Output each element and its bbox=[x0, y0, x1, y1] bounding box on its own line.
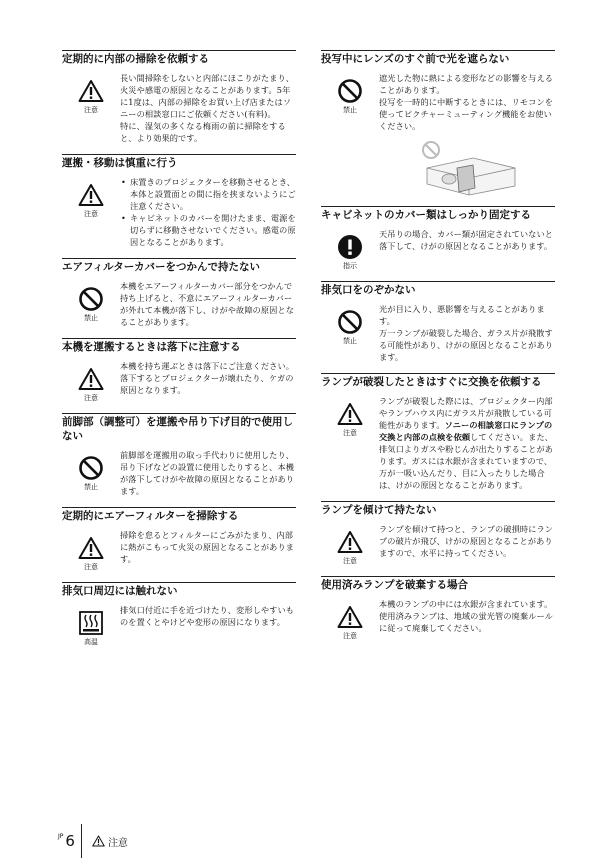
prohibit-icon bbox=[78, 455, 104, 481]
section-content bbox=[321, 303, 555, 363]
body-paragraph: 投写を一時的に中断するときには、リモコンを使ってピクチャーミューティング機能をお使いください。 bbox=[379, 97, 554, 131]
symbol-label: 注意 bbox=[84, 563, 98, 571]
warning-symbol bbox=[62, 72, 120, 144]
emphasized-text: ソニーの相談窓口にランプの交換と内部の点検を依頼 bbox=[379, 420, 553, 442]
projector-illustration bbox=[411, 138, 521, 196]
body-paragraph: ランプを傾けて持つと、ランプの破損時にランプの破片が飛び、けがの原因となることがありますので、水平に持ってください。 bbox=[379, 524, 554, 558]
symbol-label: 禁止 bbox=[84, 483, 98, 491]
warning-section bbox=[62, 50, 296, 144]
section-content bbox=[321, 395, 555, 491]
warning-section bbox=[321, 576, 555, 641]
hot-surface-icon bbox=[78, 610, 104, 636]
caution-icon bbox=[337, 529, 363, 555]
warning-section bbox=[62, 338, 296, 403]
warning-symbol bbox=[62, 529, 120, 572]
section-content bbox=[321, 523, 555, 566]
section-content bbox=[62, 72, 296, 144]
body-paragraph: 排気口付近に手を近づけたり、変形しやすいものを置くとやけどや変形の原因になります。 bbox=[120, 605, 295, 627]
caution-icon bbox=[92, 832, 105, 851]
section-title: 定期的に内部の掃除を依頼する bbox=[62, 50, 296, 66]
section-body bbox=[379, 523, 555, 566]
warning-section bbox=[62, 154, 296, 248]
warning-symbol bbox=[62, 449, 120, 497]
section-body bbox=[379, 598, 555, 641]
warning-symbol bbox=[321, 72, 379, 132]
right-column bbox=[321, 50, 555, 651]
caution-icon bbox=[78, 366, 104, 392]
warning-section bbox=[62, 582, 296, 647]
warning-section bbox=[62, 413, 296, 497]
prohibit-icon bbox=[337, 78, 363, 104]
section-content bbox=[62, 176, 296, 248]
section-title: エアフィルターカバーをつかんで持たない bbox=[62, 258, 296, 274]
warning-symbol bbox=[62, 176, 120, 248]
section-body bbox=[379, 228, 555, 271]
prohibit-icon bbox=[337, 309, 363, 335]
warning-symbol bbox=[62, 360, 120, 403]
body-paragraph: 本機をエアーフィルターカバー部分をつかんで持ち上げると、不意にエアーフィルターカバーが外れて本機が落下し、けがや故障の原因となることがあります。 bbox=[120, 281, 295, 327]
section-body bbox=[120, 449, 296, 497]
warning-section bbox=[62, 258, 296, 328]
symbol-label: 禁止 bbox=[343, 337, 357, 345]
page-language: JP bbox=[58, 833, 64, 840]
body-paragraph: 遮光した物に熱による変形などの影響を与えることがあります。 bbox=[379, 73, 554, 95]
body-paragraph: 長い間掃除をしないと内部にほこりがたまり、火災や感電の原因となることがあります。5年に1度は、内部の掃除をお買い上げ店またはソニーの相談窓口にご依頼ください(有料)。 bbox=[120, 73, 295, 119]
section-body bbox=[120, 604, 296, 647]
bullet-list bbox=[120, 176, 296, 248]
section-title: 排気口をのぞかない bbox=[321, 281, 555, 297]
body-paragraph: 万一ランプが破裂した場合、ガラス片が飛散する可能性があり、けがの原因となることがあります。 bbox=[379, 328, 554, 362]
warning-symbol bbox=[62, 604, 120, 647]
caution-icon bbox=[78, 78, 104, 104]
section-body bbox=[379, 72, 555, 132]
warning-symbol bbox=[321, 523, 379, 566]
warning-section bbox=[62, 507, 296, 572]
symbol-label: 注意 bbox=[343, 557, 357, 565]
warning-symbol bbox=[62, 280, 120, 328]
body-paragraph: 本機のランプの中には水銀が含まれています。使用済みランプは、地域の蛍光管の廃棄ルールに従って廃棄してください。 bbox=[379, 599, 553, 633]
section-content bbox=[62, 280, 296, 328]
section-content bbox=[62, 604, 296, 647]
warning-symbol bbox=[321, 598, 379, 641]
bullet-item: • 床置きのプロジェクターを移動させるとき、本体と設置面との間に指を挟まないようにご注意ください。 bbox=[120, 176, 296, 212]
footer-label: 注意 bbox=[107, 837, 128, 849]
symbol-label: 注意 bbox=[343, 429, 357, 437]
section-title: 前脚部（調整可）を運搬や吊り下げ目的で使用しない bbox=[62, 413, 296, 443]
warning-section bbox=[321, 281, 555, 363]
symbol-label: 注意 bbox=[84, 394, 98, 402]
left-column bbox=[62, 50, 296, 657]
warning-symbol bbox=[321, 395, 379, 491]
section-title: ランプを傾けて持たない bbox=[321, 501, 555, 517]
mandatory-icon bbox=[337, 234, 363, 260]
body-paragraph bbox=[379, 395, 555, 491]
section-body bbox=[120, 529, 296, 572]
caution-icon bbox=[337, 401, 363, 427]
body-paragraph: 本機を持ち運ぶときは落下にご注意ください。落下するとプロジェクターが壊れたり、ケガの原因となります。 bbox=[120, 361, 295, 395]
section-body bbox=[120, 360, 296, 403]
body-text: してください。また、排気口よりガスや粉じんが出たりすることがあります。ガスには水銀が含まれていますので、万が一吸い込んだり、目に入ったりした場合は、けがの原因となることがあります。 bbox=[379, 432, 554, 490]
section-content bbox=[62, 449, 296, 497]
section-content bbox=[321, 598, 555, 641]
section-content bbox=[321, 72, 555, 132]
warning-section bbox=[321, 50, 555, 196]
section-title: キャビネットのカバー類はしっかり固定する bbox=[321, 206, 555, 222]
section-body bbox=[120, 72, 296, 144]
section-title: ランプが破裂したときはすぐに交換を依頼する bbox=[321, 373, 555, 389]
prohibit-icon bbox=[78, 286, 104, 312]
section-body bbox=[379, 395, 555, 491]
section-title: 定期的にエアーフィルターを掃除する bbox=[62, 507, 296, 523]
section-body bbox=[120, 280, 296, 328]
body-paragraph: 光が目に入り、悪影響を与えることがあります。 bbox=[379, 304, 545, 326]
caution-icon bbox=[337, 604, 363, 630]
warning-section bbox=[321, 373, 555, 491]
section-body bbox=[120, 176, 296, 248]
section-title: 排気口周辺には触れない bbox=[62, 582, 296, 598]
body-paragraph: 特に、湿気の多くなる梅雨の前に掃除をすると、より効果的です。 bbox=[120, 121, 286, 143]
section-body bbox=[379, 303, 555, 363]
section-title: 運搬・移動は慎重に行う bbox=[62, 154, 296, 170]
caution-icon bbox=[78, 535, 104, 561]
warning-section bbox=[321, 206, 555, 271]
page-number: 6 bbox=[65, 832, 75, 850]
section-content bbox=[62, 529, 296, 572]
symbol-label: 禁止 bbox=[84, 314, 98, 322]
page-footer bbox=[58, 824, 128, 858]
symbol-label: 注意 bbox=[84, 106, 98, 114]
section-content bbox=[62, 360, 296, 403]
section-title: 使用済みランプを破棄する場合 bbox=[321, 576, 555, 592]
symbol-label: 指示 bbox=[343, 262, 357, 270]
warning-symbol bbox=[321, 228, 379, 271]
warning-section bbox=[321, 501, 555, 566]
bullet-item: • キャビネットのカバーを開けたまま、電源を切らずに移動させないでください。感電の原因となることがあります。 bbox=[120, 212, 296, 248]
footer-divider bbox=[81, 824, 82, 858]
section-title: 本機を運搬するときは落下に注意する bbox=[62, 338, 296, 354]
caution-icon bbox=[78, 182, 104, 208]
symbol-label: 注意 bbox=[84, 210, 98, 218]
symbol-label: 高温 bbox=[84, 638, 98, 646]
section-title: 投写中にレンズのすぐ前で光を遮らない bbox=[321, 50, 555, 66]
body-paragraph: 天吊りの場合、カバー類が固定されていないと落下して、けがの原因となることがあります。 bbox=[379, 229, 554, 251]
warning-symbol bbox=[321, 303, 379, 363]
section-content bbox=[321, 228, 555, 271]
symbol-label: 注意 bbox=[343, 632, 357, 640]
symbol-label: 禁止 bbox=[343, 106, 357, 114]
body-text: ランプが破裂した際には、プロジェクター内部やランプハウス内にガラス片が飛散している可能性があります。 bbox=[379, 396, 553, 430]
body-paragraph: 前脚部を運搬用の取っ手代わりに使用したり、吊り下げなどの設置に使用したりすると、本機が落下してけがや故障の原因となることがあります。 bbox=[120, 450, 295, 496]
body-paragraph: 掃除を怠るとフィルターにごみがたまり、内部に熱がこもって火災の原因となることがあります。 bbox=[120, 530, 295, 564]
